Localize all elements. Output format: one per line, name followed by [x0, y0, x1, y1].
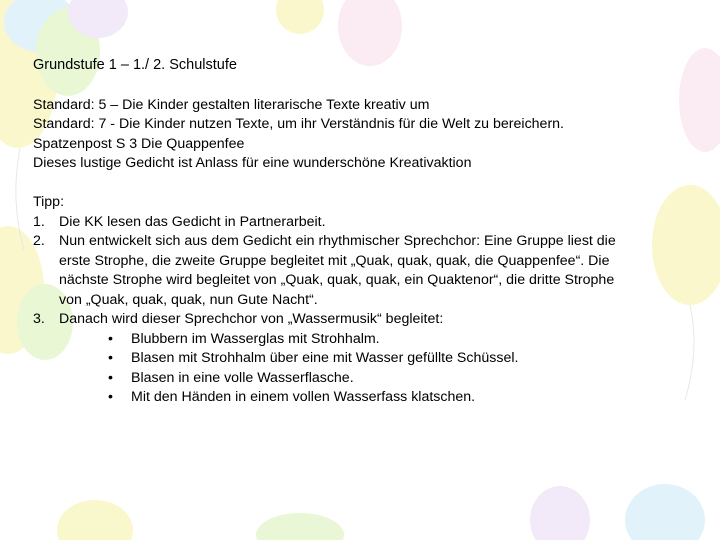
step-text: Die KK lesen das Gedicht in Partnerarbeit. — [59, 213, 326, 230]
balloon-lilac-bottom — [530, 486, 590, 540]
step-item — [33, 232, 698, 310]
bullet-text: Blasen in eine volle Wasserflasche. — [131, 369, 354, 386]
bullet-item — [33, 369, 698, 389]
balloon-blue-bottom — [625, 484, 705, 540]
bullet-text: Blasen mit Strohhalm über eine mit Wasser gefüllte Schüssel. — [131, 350, 519, 366]
bullet-icon: • — [108, 330, 113, 347]
bullet-item — [33, 330, 698, 350]
bullet-text: Mit den Händen in einem vollen Wasserfass klatschen. — [131, 389, 476, 405]
step-item — [33, 213, 698, 233]
step-text: von „Quak, quak, quak, nun Gute Nacht“. — [59, 291, 318, 308]
bullet-icon: • — [108, 369, 113, 386]
balloon-green-bottom — [256, 513, 344, 540]
bullet-item — [33, 388, 698, 408]
step-text: erste Strophe, die zweite Gruppe begleitet mit „Quak, quak, quak, die Quappenfee“. Die — [59, 252, 610, 269]
bullet-icon: • — [108, 350, 113, 366]
document-body — [33, 56, 698, 408]
balloon-yellow-top — [276, 0, 324, 34]
intro-block — [33, 96, 698, 174]
balloon-yellow-bottom — [57, 500, 133, 540]
standard-5-line: Standard: 5 – Die Kinder gestalten literarische Texte kreativ um — [33, 96, 430, 113]
spatzenpost-line: Spatzenpost S 3 Die Quappenfee — [33, 135, 245, 152]
bullet-item — [33, 349, 698, 369]
tip-label: Tipp: — [33, 194, 65, 210]
step-item — [33, 310, 698, 330]
step-text: Danach wird dieser Sprechchor von „Wassermusik“ begleitet: — [59, 311, 444, 327]
step-number: 3. — [33, 311, 45, 327]
bullet-text: Blubbern im Wasserglas mit Strohhalm. — [131, 330, 380, 347]
bullet-icon: • — [108, 389, 113, 405]
step-number: 2. — [33, 233, 45, 249]
description-line: Dieses lustige Gedicht ist Anlass für eine wunderschöne Kreativaktion — [33, 155, 472, 171]
standard-7-line: Standard: 7 - Die Kinder nutzen Texte, um ihr Verständnis für die Welt zu bereichern. — [33, 116, 564, 132]
step-number: 1. — [33, 213, 45, 230]
step-text: nächste Strophe wird begleitet von „Quak, quak, quak, ein Quaktenor“, die dritte Strophe — [59, 272, 615, 288]
page-heading: Grundstufe 1 – 1./ 2. Schulstufe — [33, 57, 237, 73]
step-text: Nun entwickelt sich aus dem Gedicht ein rhythmischer Sprechchor: Eine Gruppe liest die — [59, 233, 616, 249]
